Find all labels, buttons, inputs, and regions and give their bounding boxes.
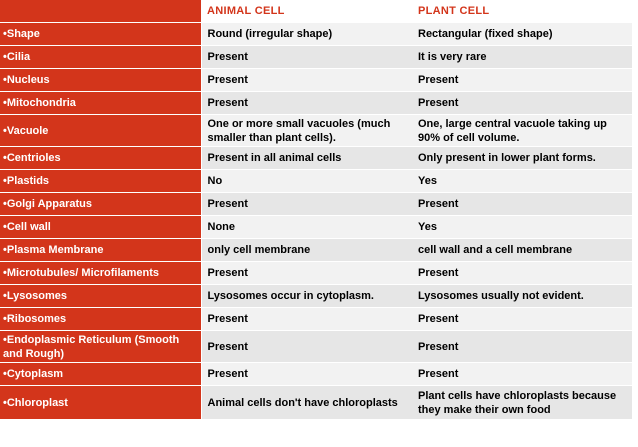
feature-label: •Nucleus bbox=[0, 69, 201, 92]
animal-value: Present bbox=[201, 308, 412, 331]
animal-value: Present bbox=[201, 92, 412, 115]
plant-value: It is very rare bbox=[412, 46, 632, 69]
feature-label: •Shape bbox=[0, 23, 201, 46]
animal-value: Present bbox=[201, 46, 412, 69]
animal-value: Present in all animal cells bbox=[201, 147, 412, 170]
feature-label: •Mitochondria bbox=[0, 92, 201, 115]
feature-label: •Chloroplast bbox=[0, 386, 201, 420]
plant-value: Present bbox=[412, 308, 632, 331]
plant-value: One, large central vacuole taking up 90% of cell volume. bbox=[412, 115, 632, 147]
table-row bbox=[0, 115, 632, 147]
feature-label: •Cytoplasm bbox=[0, 363, 201, 386]
table-row bbox=[0, 386, 632, 420]
table-row bbox=[0, 239, 632, 262]
header-feature-cell bbox=[0, 0, 201, 23]
feature-label: •Golgi Apparatus bbox=[0, 193, 201, 216]
animal-value: Present bbox=[201, 363, 412, 386]
plant-value: Present bbox=[412, 363, 632, 386]
table-row bbox=[0, 308, 632, 331]
feature-label: •Plasma Membrane bbox=[0, 239, 201, 262]
feature-label: •Plastids bbox=[0, 170, 201, 193]
animal-value: No bbox=[201, 170, 412, 193]
animal-value: Present bbox=[201, 193, 412, 216]
plant-value: Yes bbox=[412, 170, 632, 193]
table-row bbox=[0, 92, 632, 115]
table-row bbox=[0, 262, 632, 285]
plant-value: Lysosomes usually not evident. bbox=[412, 285, 632, 308]
feature-label: •Ribosomes bbox=[0, 308, 201, 331]
plant-value: Present bbox=[412, 331, 632, 363]
feature-label: •Endoplasmic Reticulum (Smooth and Rough) bbox=[0, 331, 201, 363]
plant-value: Present bbox=[412, 69, 632, 92]
animal-value: Animal cells don't have chloroplasts bbox=[201, 386, 412, 420]
header-plant-cell: PLANT CELL bbox=[412, 0, 632, 23]
plant-value: Present bbox=[412, 262, 632, 285]
table-row bbox=[0, 69, 632, 92]
feature-label: •Microtubules/ Microfilaments bbox=[0, 262, 201, 285]
table-row bbox=[0, 46, 632, 69]
animal-value: Present bbox=[201, 331, 412, 363]
feature-label: •Lysosomes bbox=[0, 285, 201, 308]
table-row bbox=[0, 170, 632, 193]
plant-value: cell wall and a cell membrane bbox=[412, 239, 632, 262]
feature-label: •Centrioles bbox=[0, 147, 201, 170]
table-row bbox=[0, 147, 632, 170]
plant-value: Rectangular (fixed shape) bbox=[412, 23, 632, 46]
plant-value: Yes bbox=[412, 216, 632, 239]
plant-value: Plant cells have chloroplasts because they make their own food bbox=[412, 386, 632, 420]
animal-value: Present bbox=[201, 69, 412, 92]
header-animal-cell: ANIMAL CELL bbox=[201, 0, 412, 23]
table-row bbox=[0, 285, 632, 308]
header-row bbox=[0, 0, 632, 23]
animal-value: One or more small vacuoles (much smaller than plant cells). bbox=[201, 115, 412, 147]
table-row bbox=[0, 23, 632, 46]
animal-value: Present bbox=[201, 262, 412, 285]
plant-value: Present bbox=[412, 193, 632, 216]
animal-value: only cell membrane bbox=[201, 239, 412, 262]
animal-value: Round (irregular shape) bbox=[201, 23, 412, 46]
plant-value: Present bbox=[412, 92, 632, 115]
table-row bbox=[0, 363, 632, 386]
table-row bbox=[0, 216, 632, 239]
feature-label: •Vacuole bbox=[0, 115, 201, 147]
feature-label: •Cilia bbox=[0, 46, 201, 69]
animal-value: Lysosomes occur in cytoplasm. bbox=[201, 285, 412, 308]
table-row bbox=[0, 331, 632, 363]
animal-value: None bbox=[201, 216, 412, 239]
table-row bbox=[0, 193, 632, 216]
plant-value: Only present in lower plant forms. bbox=[412, 147, 632, 170]
feature-label: •Cell wall bbox=[0, 216, 201, 239]
